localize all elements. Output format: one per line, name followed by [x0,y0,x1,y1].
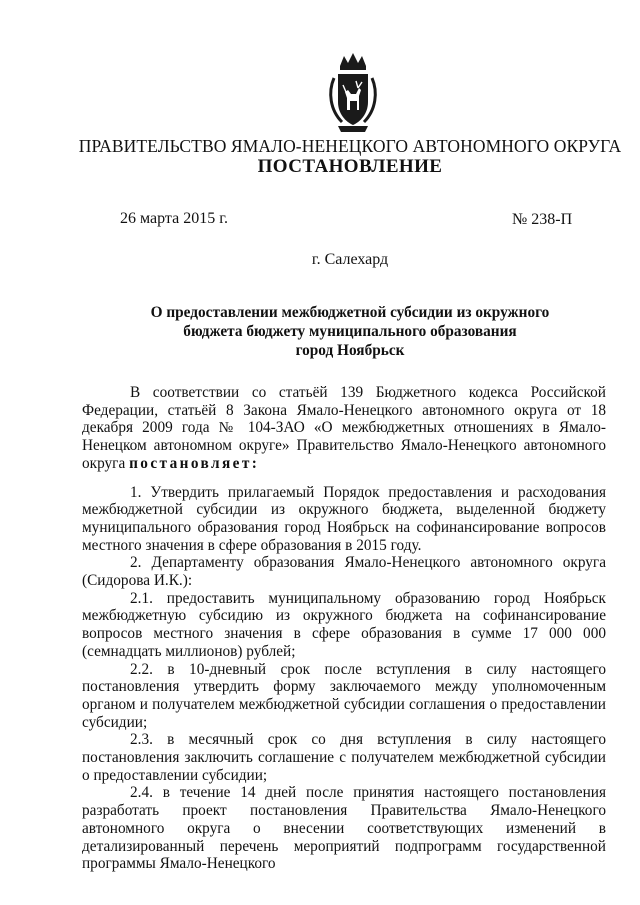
clause-2-1: 2.1. предоставить муниципальному образованию город Ноябрьск межбюджетную субсидию из окружного бюджета на софинансирование вопросов местного значения в сфере образования в сумме 17 000 000 (семнадцать миллионов) рублей; [82,589,606,660]
preamble-paragraph [82,384,606,473]
clause-2-2: 2.2. в 10-дневный срок после вступления в силу настоящего постановления утвердить форму заключаемого между уполномоченным органом и получателем межбюджетной субсидии соглашения о предоставлении субсидии; [82,660,606,731]
title-line: О предоставлении межбюджетной субсидии из окружного [150,304,550,321]
document-number: № 238-П [512,211,573,228]
coat-of-arms-icon [326,52,380,134]
clause-2-3: 2.3. в месячный срок со дня вступления в силу настоящего постановления заключить соглашение с получателем межбюджетной субсидии о предоставлении субсидии; [82,731,606,784]
document-date: 26 марта 2015 г. [120,210,228,227]
title-line: город Ноябрьск [295,342,405,359]
title-line: бюджета бюджету муниципального образования [183,323,517,340]
preamble-text: В соответствии со статьёй 139 Бюджетного кодекса Российской Федерации, статьёй 8 Закона Ямало-Ненецкого автономного округа от 18 декабря 2009 года № 104-ЗАО «О межбюджетных отношениях в Ямало-Ненецком автономном округе» Правительство Ямало-Ненецкого автономного округа [82,384,606,472]
government-name: ПРАВИТЕЛЬСТВО ЯМАЛО-НЕНЕЦКОГО АВТОНОМНОГО ОКРУГА [78,136,622,156]
document-title [100,303,600,360]
resolves-word: постановляет: [129,454,260,472]
document-type: ПОСТАНОВЛЕНИЕ [257,156,443,177]
clause-2: 2. Департаменту образования Ямало-Ненецкого автономного округа (Сидорова И.К.): [82,554,606,590]
document-city: г. Салехард [311,251,389,268]
document-body [82,384,606,873]
clause-1: 1. Утвердить прилагаемый Порядок предоставления и расходования межбюджетной субсидии из окружного бюджета, выделенной бюджету муниципального образования город Ноябрьск на софинансирование вопросов местного значения в сфере образования в 2015 году. [82,483,606,554]
clause-2-4: 2.4. в течение 14 дней после принятия настоящего постановления разработать проект постановления Правительства Ямало-Ненецкого автономного округа о внесении соответствующих изменений в детализированный перечень мероприятий подпрограмм государственной программы Ямало-Ненецкого [82,784,606,873]
